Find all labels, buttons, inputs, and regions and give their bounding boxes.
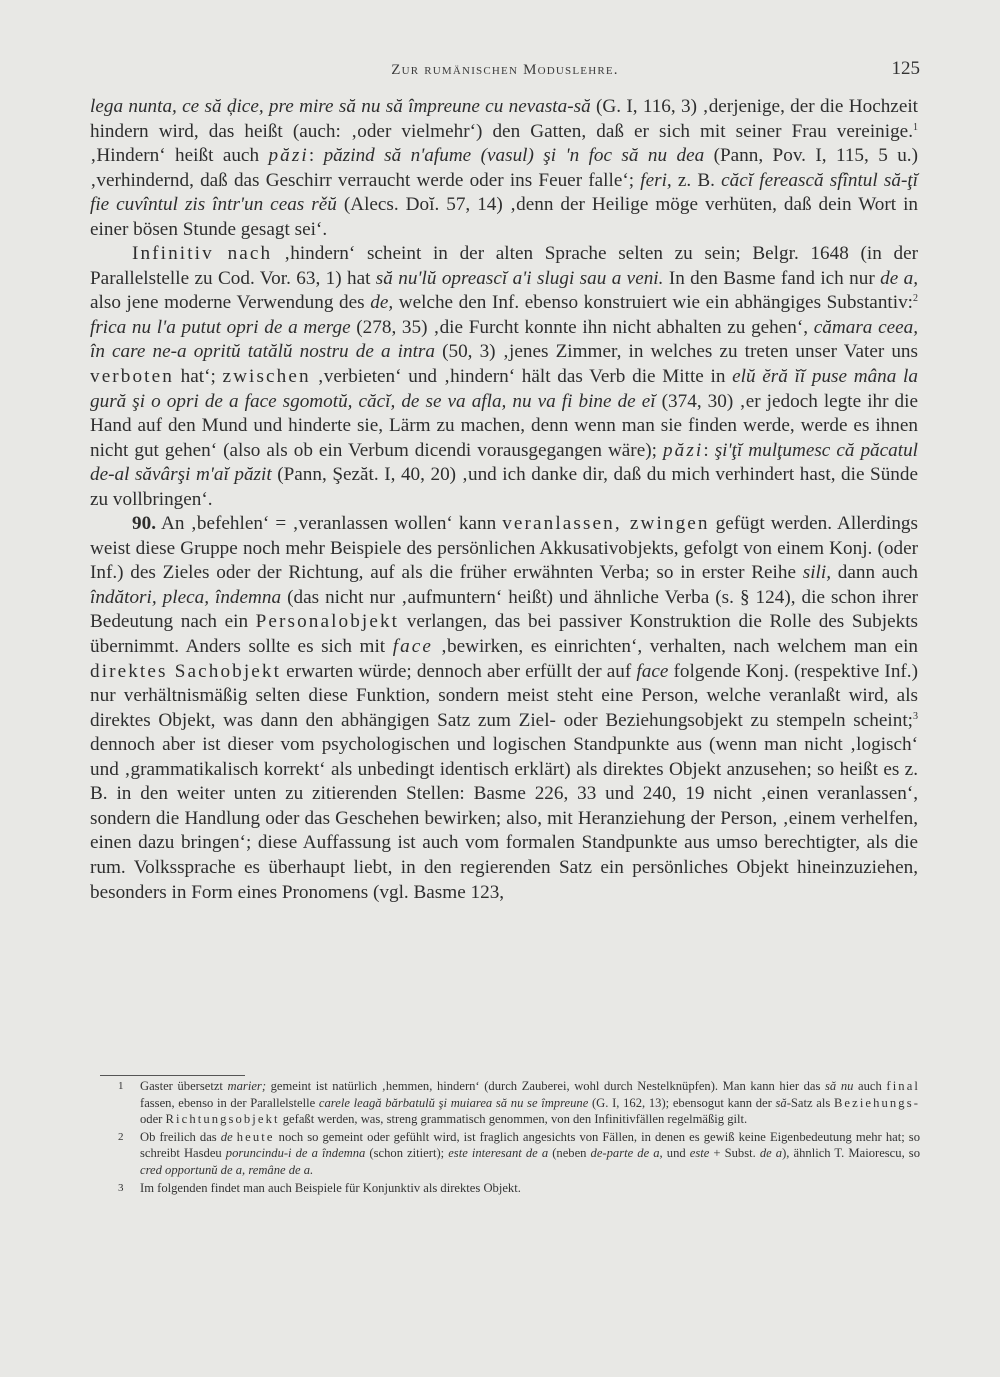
section-number: 90. [132, 513, 156, 535]
footnote-ref-3[interactable]: 3 [913, 710, 918, 722]
paragraph-section-90: 90. An ‚befehlen‘ = ‚veranlassen wollen‘ kann veranlassen, zwingen gefügt werden. Allerdings weist diese Gruppe noch mehr Beispiele des persönlichen Akkusativobjekts, gefolgt von einem Konj. (oder Inf.) des Zieles oder der Richtung, auf als die früher erwähnten Verba; so in erster Reihe sili, dann auch îndători, pleca, îndemna (das nicht nur ‚aufmuntern‘ heißt) und ähnliche Verba (s. § 124), die schon ihrer Bedeutung nach ein Personalobjekt verlangen, das bei passiver Konstruktion die Rolle des Subjekts übernimmt. Anders sollte es sich mit face ‚bewirken, es einrichten‘, verhalten, nach welchem man ein direktes Sachobjekt erwarten würde; dennoch aber erfüllt der auf face folgende Konj. (respektive Inf.) nur verhältnismäßig selten diese Funktion, sondern meist steht eine Person, welche veranlaßt wird, als direktes Objekt, was dann den abhängigen Satz zum Ziel- oder Beziehungsobjekt zu stempeln scheint;$^3$ dennoch aber ist dieser vom psychologischen und logischen Standpunkte aus (wenn man nicht ‚logisch‘ und ‚grammatikalisch korrekt‘ als unbedingt identisch erklärt) als direktes Objekt anzusehen; so heißt es z. B. in den weiter unten zu zitierenden Stellen: Basme 226, 33 und 240, 19 nicht ‚einen veranlassen‘, sondern die Handlung oder das Geschehen bewirken; also, mit Heranziehung der Person, ‚einem verhelfen, einen dazu bringen‘; diese Auffassung ist auch vom formalen Standpunkte aus umso berechtigter, als die rum. Volkssprache es überhaupt liebt, in den regierenden Satz ein persönliches Objekt hineinzuziehen, besonders in Form eines Pronomens (vgl. Basme 123, [90, 513, 919, 903]
footnote-ref-2[interactable]: 2 [913, 293, 918, 305]
footnotes [118, 1078, 920, 1197]
footnote-2: 2 Ob freilich das de heute noch so gemeint oder gefühlt wird, ist fraglich angesichts von Fällen, in denen es gewiß keine Eigenbedeutung mehr hat; so schreibt Hasdeu poruncindu-i de a îndemna (schon zitiert); este interesant de a (neben de-parte de a, und este + Subst. de a), ähnlich T. Maiorescu, so cred opportunŭ de a, remâne de a. [118, 1129, 920, 1177]
footnote-ref-1[interactable]: 1 [913, 121, 918, 133]
paragraph-hindern: lega nunta, ce să ḑice, pre mire să nu să împreune cu nevasta-să (G. I, 116, 3) ‚derjenige, der die Hochzeit hindern wird, das heißt (auch: ‚oder vielmehr‘) den Gatten, daß er sich mit seiner Frau vereinige.$^1$ ‚Hindern‘ heißt auch păzi: păzind să n'afume (vasul) şi 'n foc să nu dea (Pann, Pov. I, 115, 5 u.) ‚verhindernd, daß das Geschirr verraucht werde oder ins Feuer falle‘; feri, z. B. căcĭ ferească sfîntul să-ţĭ fie cuvîntul zis într'un ceas rěŭ (Alecs. Doĭ. 57, 14) ‚denn der Heilige möge verhüten, daß dein Wort in einer bösen Stunde gesagt sei‘. [90, 96, 919, 240]
footnote-divider [100, 1075, 245, 1076]
footnote-1: 1 Gaster übersetzt marier; gemeint ist natürlich ‚hemmen, hindern‘ (durch Zauberei, wohl durch Nestelknüpfen). Man kann hier das să nu auch final fassen, ebenso in der Parallelstelle carele leagă bărbatulŭ şi muiarea să nu se împreune (G. I, 162, 13); ebensogut kann der să-Satz als Beziehungs- oder Richtungsobjekt gefaßt werden, was, streng grammatisch genommen, von den Infinitivfällen regelmäßig gilt. [118, 1079, 920, 1127]
footnote-3: 3 Im folgenden findet man auch Beispiele für Konjunktiv als direktes Objekt. [118, 1180, 521, 1195]
main-text [90, 95, 918, 905]
page-number: 125 [891, 58, 920, 79]
page-header [90, 58, 920, 86]
running-title: Zur rumänischen Moduslehre. [391, 62, 619, 78]
paragraph-infinitiv: Infinitiv nach ‚hindern‘ scheint in der alten Sprache selten zu sein; Belgr. 1648 (in der Parallelstelle zu Cod. Vor. 63, 1) hat să nu'lŭ opreascĭ a'i slugi sau a veni. In den Basme fand ich nur de a, also jene moderne Verwendung des de, welche den Inf. ebenso konstruiert wie ein abhängiges Substantiv:$^2$ frica nu l'a putut opri de a merge (278, 35) ‚die Furcht konnte ihn nicht abhalten zu gehen‘, cămara ceea, în care ne-a opritŭ tatălŭ nostru de a intra (50, 3) ‚jenes Zimmer, in welches zu treten unser Vater uns verboten hat‘; zwischen ‚verbieten‘ und ‚hindern‘ hält das Verb die Mitte in elŭ ĕră ĭĭ puse mâna la gură şi o opri de a face sgomotŭ, căcĭ, de se va afla, nu va fi bine de eĭ (374, 30) ‚er jedoch legte ihr die Hand auf den Mund und hinderte sie, Lärm zu machen, denn wenn man sie finden werde, werde es ihnen nicht gut gehen‘ (also als ob ein Verbum dicendi vorausgegangen wäre); păzi: şi'ţĭ mulţumesc că păcatul de-al săvârşi m'aĭ păzit (Pann, Şezăt. I, 40, 20) ‚und ich danke dir, daß du mich verhindert hast, die Sünde zu vollbringen‘. [90, 243, 919, 510]
